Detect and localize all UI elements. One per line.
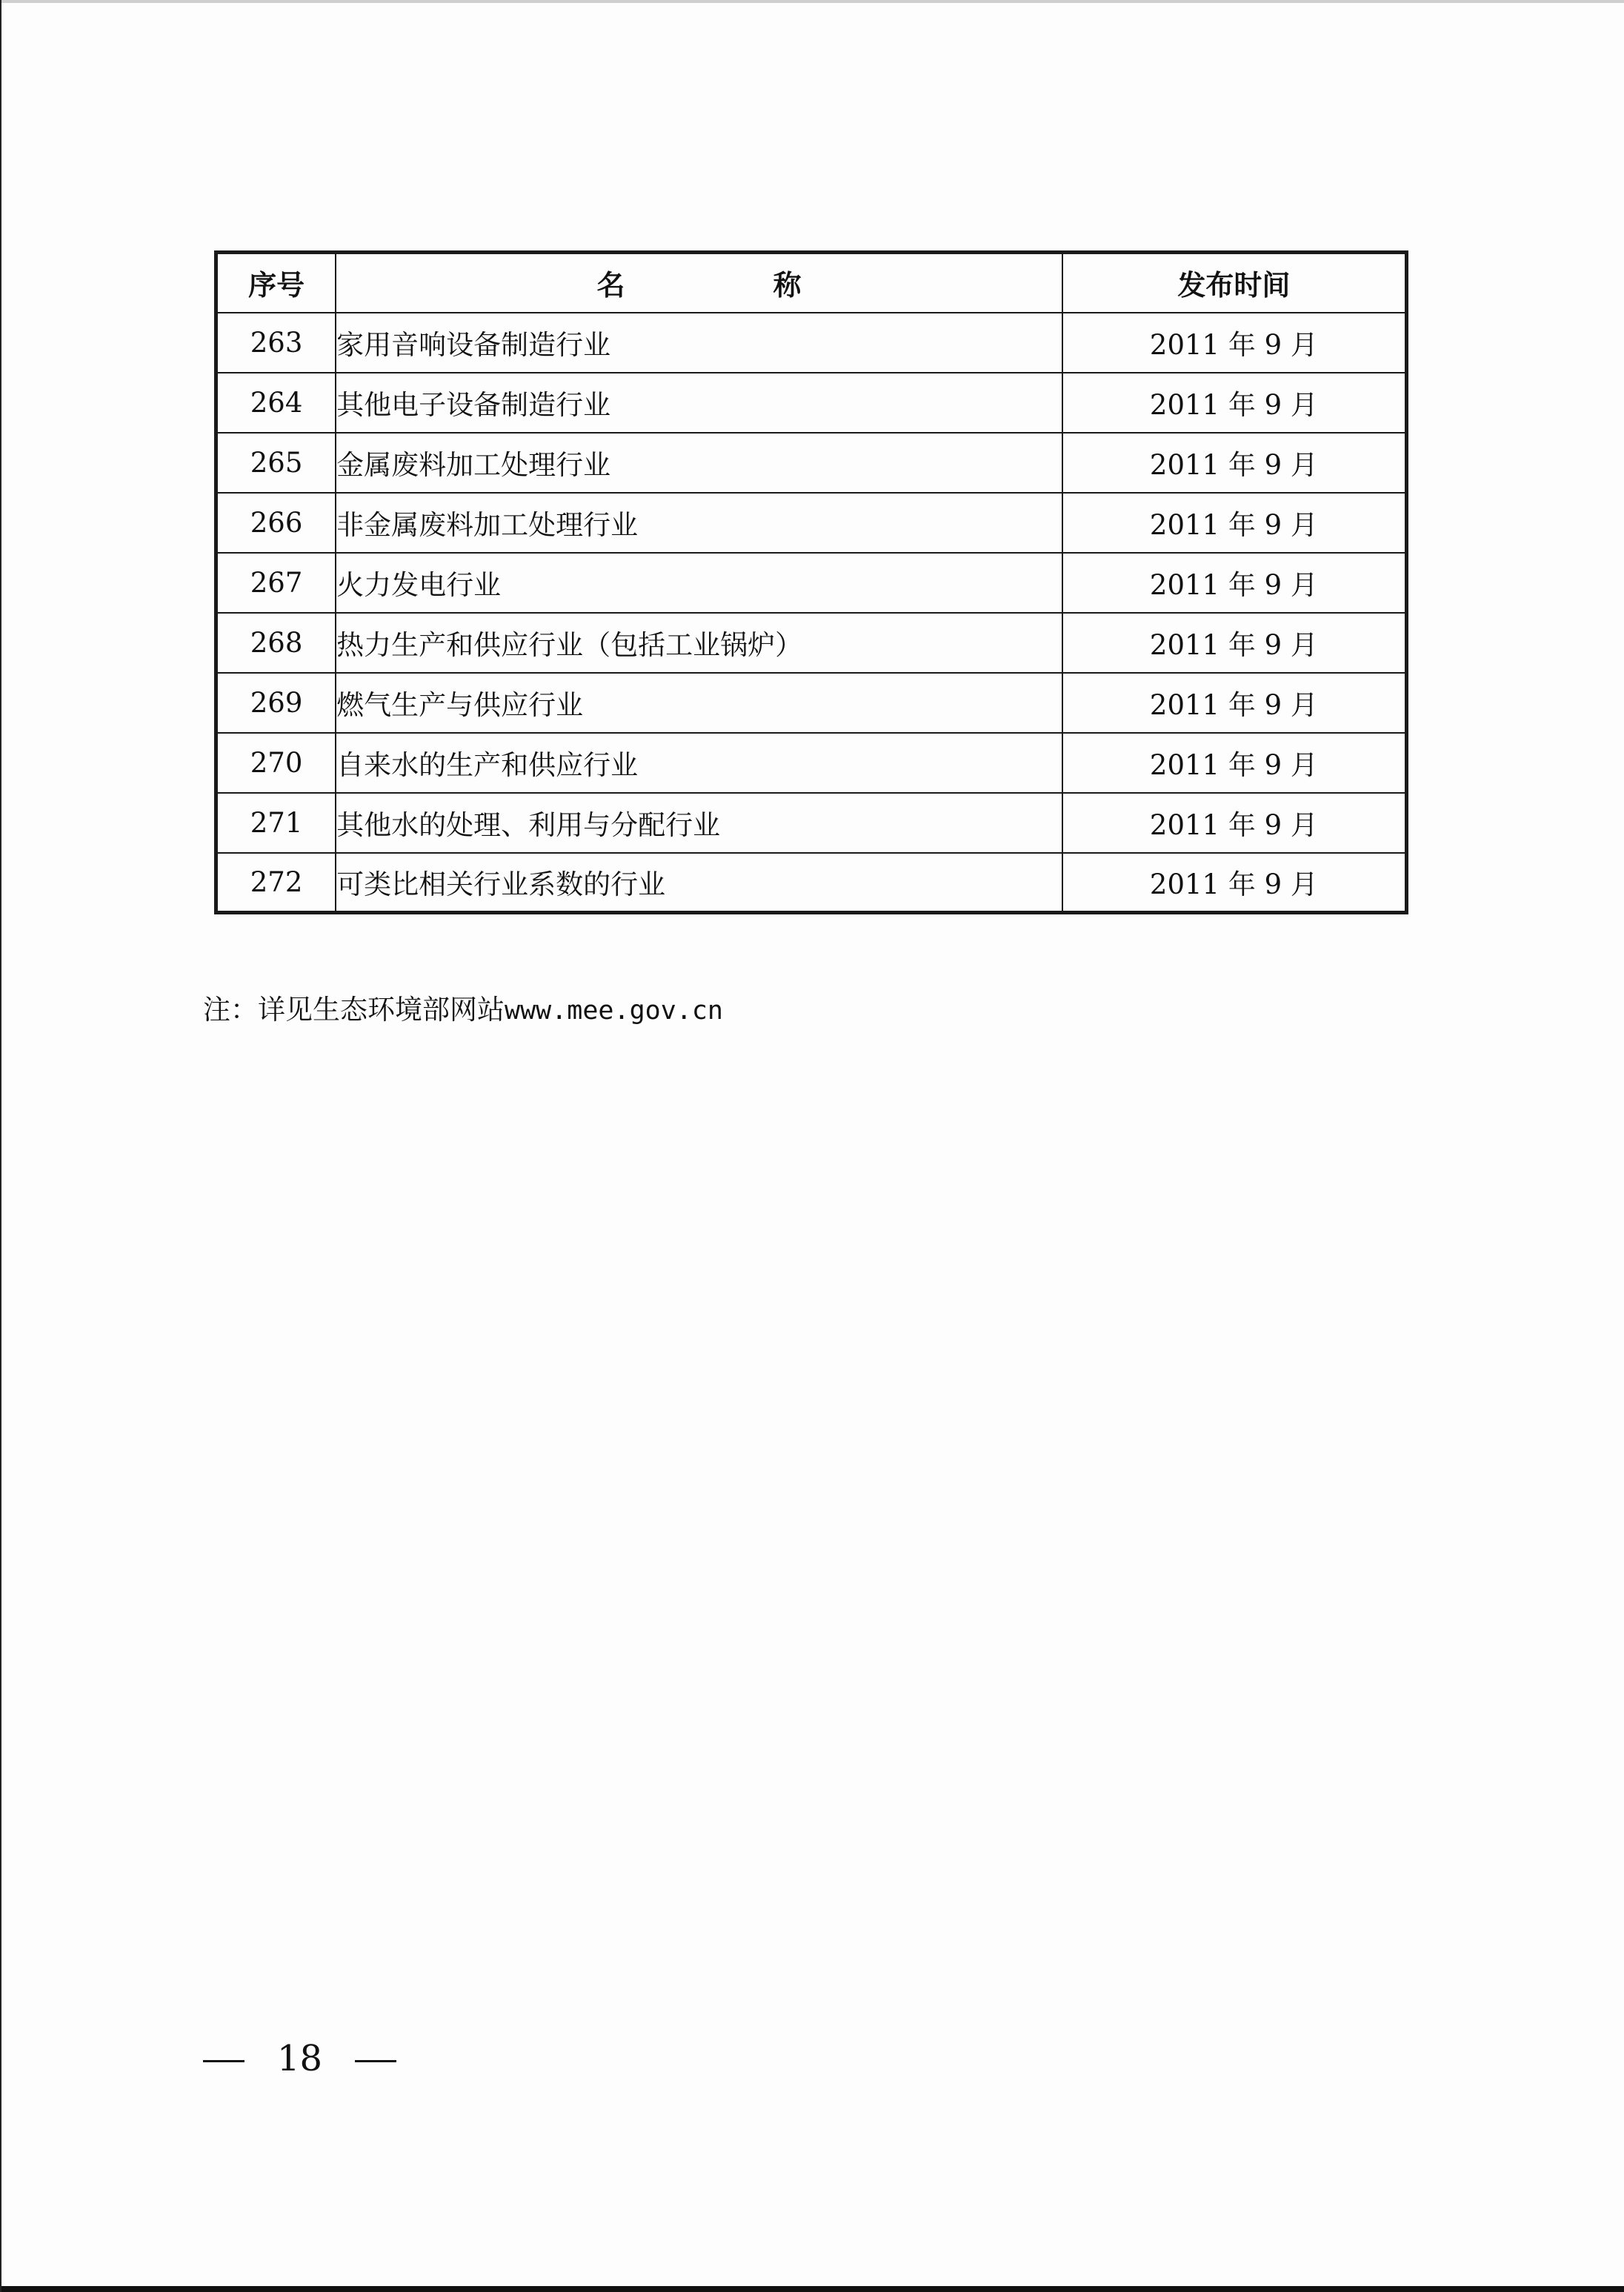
row-number: 272 [216, 853, 336, 913]
row-name: 金属废料加工处理行业 [336, 433, 1062, 493]
row-number: 264 [216, 373, 336, 433]
header-date: 发布时间 [1062, 253, 1407, 313]
table-row [216, 853, 1407, 913]
note-text: 详见生态环境部网站 [258, 994, 505, 1026]
page-number-dash-right [355, 2060, 396, 2062]
row-name: 燃气生产与供应行业 [336, 673, 1062, 733]
table-row [216, 673, 1407, 733]
page-number-dash-left [203, 2060, 244, 2062]
row-number: 271 [216, 793, 336, 853]
row-name: 其他电子设备制造行业 [336, 373, 1062, 433]
row-name: 热力生产和供应行业（包括工业锅炉） [336, 613, 1062, 673]
header-name-label: 名称 [596, 269, 950, 302]
header-number: 序号 [216, 253, 336, 313]
table-row [216, 373, 1407, 433]
row-date: 2011 年 9 月 [1062, 493, 1407, 553]
row-number: 263 [216, 313, 336, 373]
table-header-row [216, 253, 1407, 313]
row-date: 2011 年 9 月 [1062, 433, 1407, 493]
row-date: 2011 年 9 月 [1062, 733, 1407, 793]
note-website: www.mee.gov.cn [505, 996, 724, 1026]
table-row [216, 613, 1407, 673]
table-row [216, 433, 1407, 493]
page-number [203, 2038, 396, 2079]
row-date: 2011 年 9 月 [1062, 613, 1407, 673]
row-number: 269 [216, 673, 336, 733]
table-row [216, 793, 1407, 853]
note-label: 注： [203, 994, 258, 1026]
row-date: 2011 年 9 月 [1062, 793, 1407, 853]
row-date: 2011 年 9 月 [1062, 313, 1407, 373]
table-note [203, 987, 723, 1027]
row-number: 267 [216, 553, 336, 613]
row-name: 自来水的生产和供应行业 [336, 733, 1062, 793]
table-row [216, 313, 1407, 373]
page-number-value: 18 [277, 2038, 323, 2079]
row-name: 其他水的处理、利用与分配行业 [336, 793, 1062, 853]
row-name: 家用音响设备制造行业 [336, 313, 1062, 373]
row-date: 2011 年 9 月 [1062, 853, 1407, 913]
page-top-edge [1, 0, 1624, 3]
row-date: 2011 年 9 月 [1062, 673, 1407, 733]
row-number: 270 [216, 733, 336, 793]
row-number: 268 [216, 613, 336, 673]
row-name: 火力发电行业 [336, 553, 1062, 613]
row-date: 2011 年 9 月 [1062, 553, 1407, 613]
header-name [336, 253, 1062, 313]
row-name: 可类比相关行业系数的行业 [336, 853, 1062, 913]
row-number: 266 [216, 493, 336, 553]
row-date: 2011 年 9 月 [1062, 373, 1407, 433]
industry-catalog-table [214, 250, 1408, 914]
row-number: 265 [216, 433, 336, 493]
table-row [216, 493, 1407, 553]
page-bottom-edge [1, 2286, 1624, 2292]
table-row [216, 553, 1407, 613]
row-name: 非金属废料加工处理行业 [336, 493, 1062, 553]
table-row [216, 733, 1407, 793]
